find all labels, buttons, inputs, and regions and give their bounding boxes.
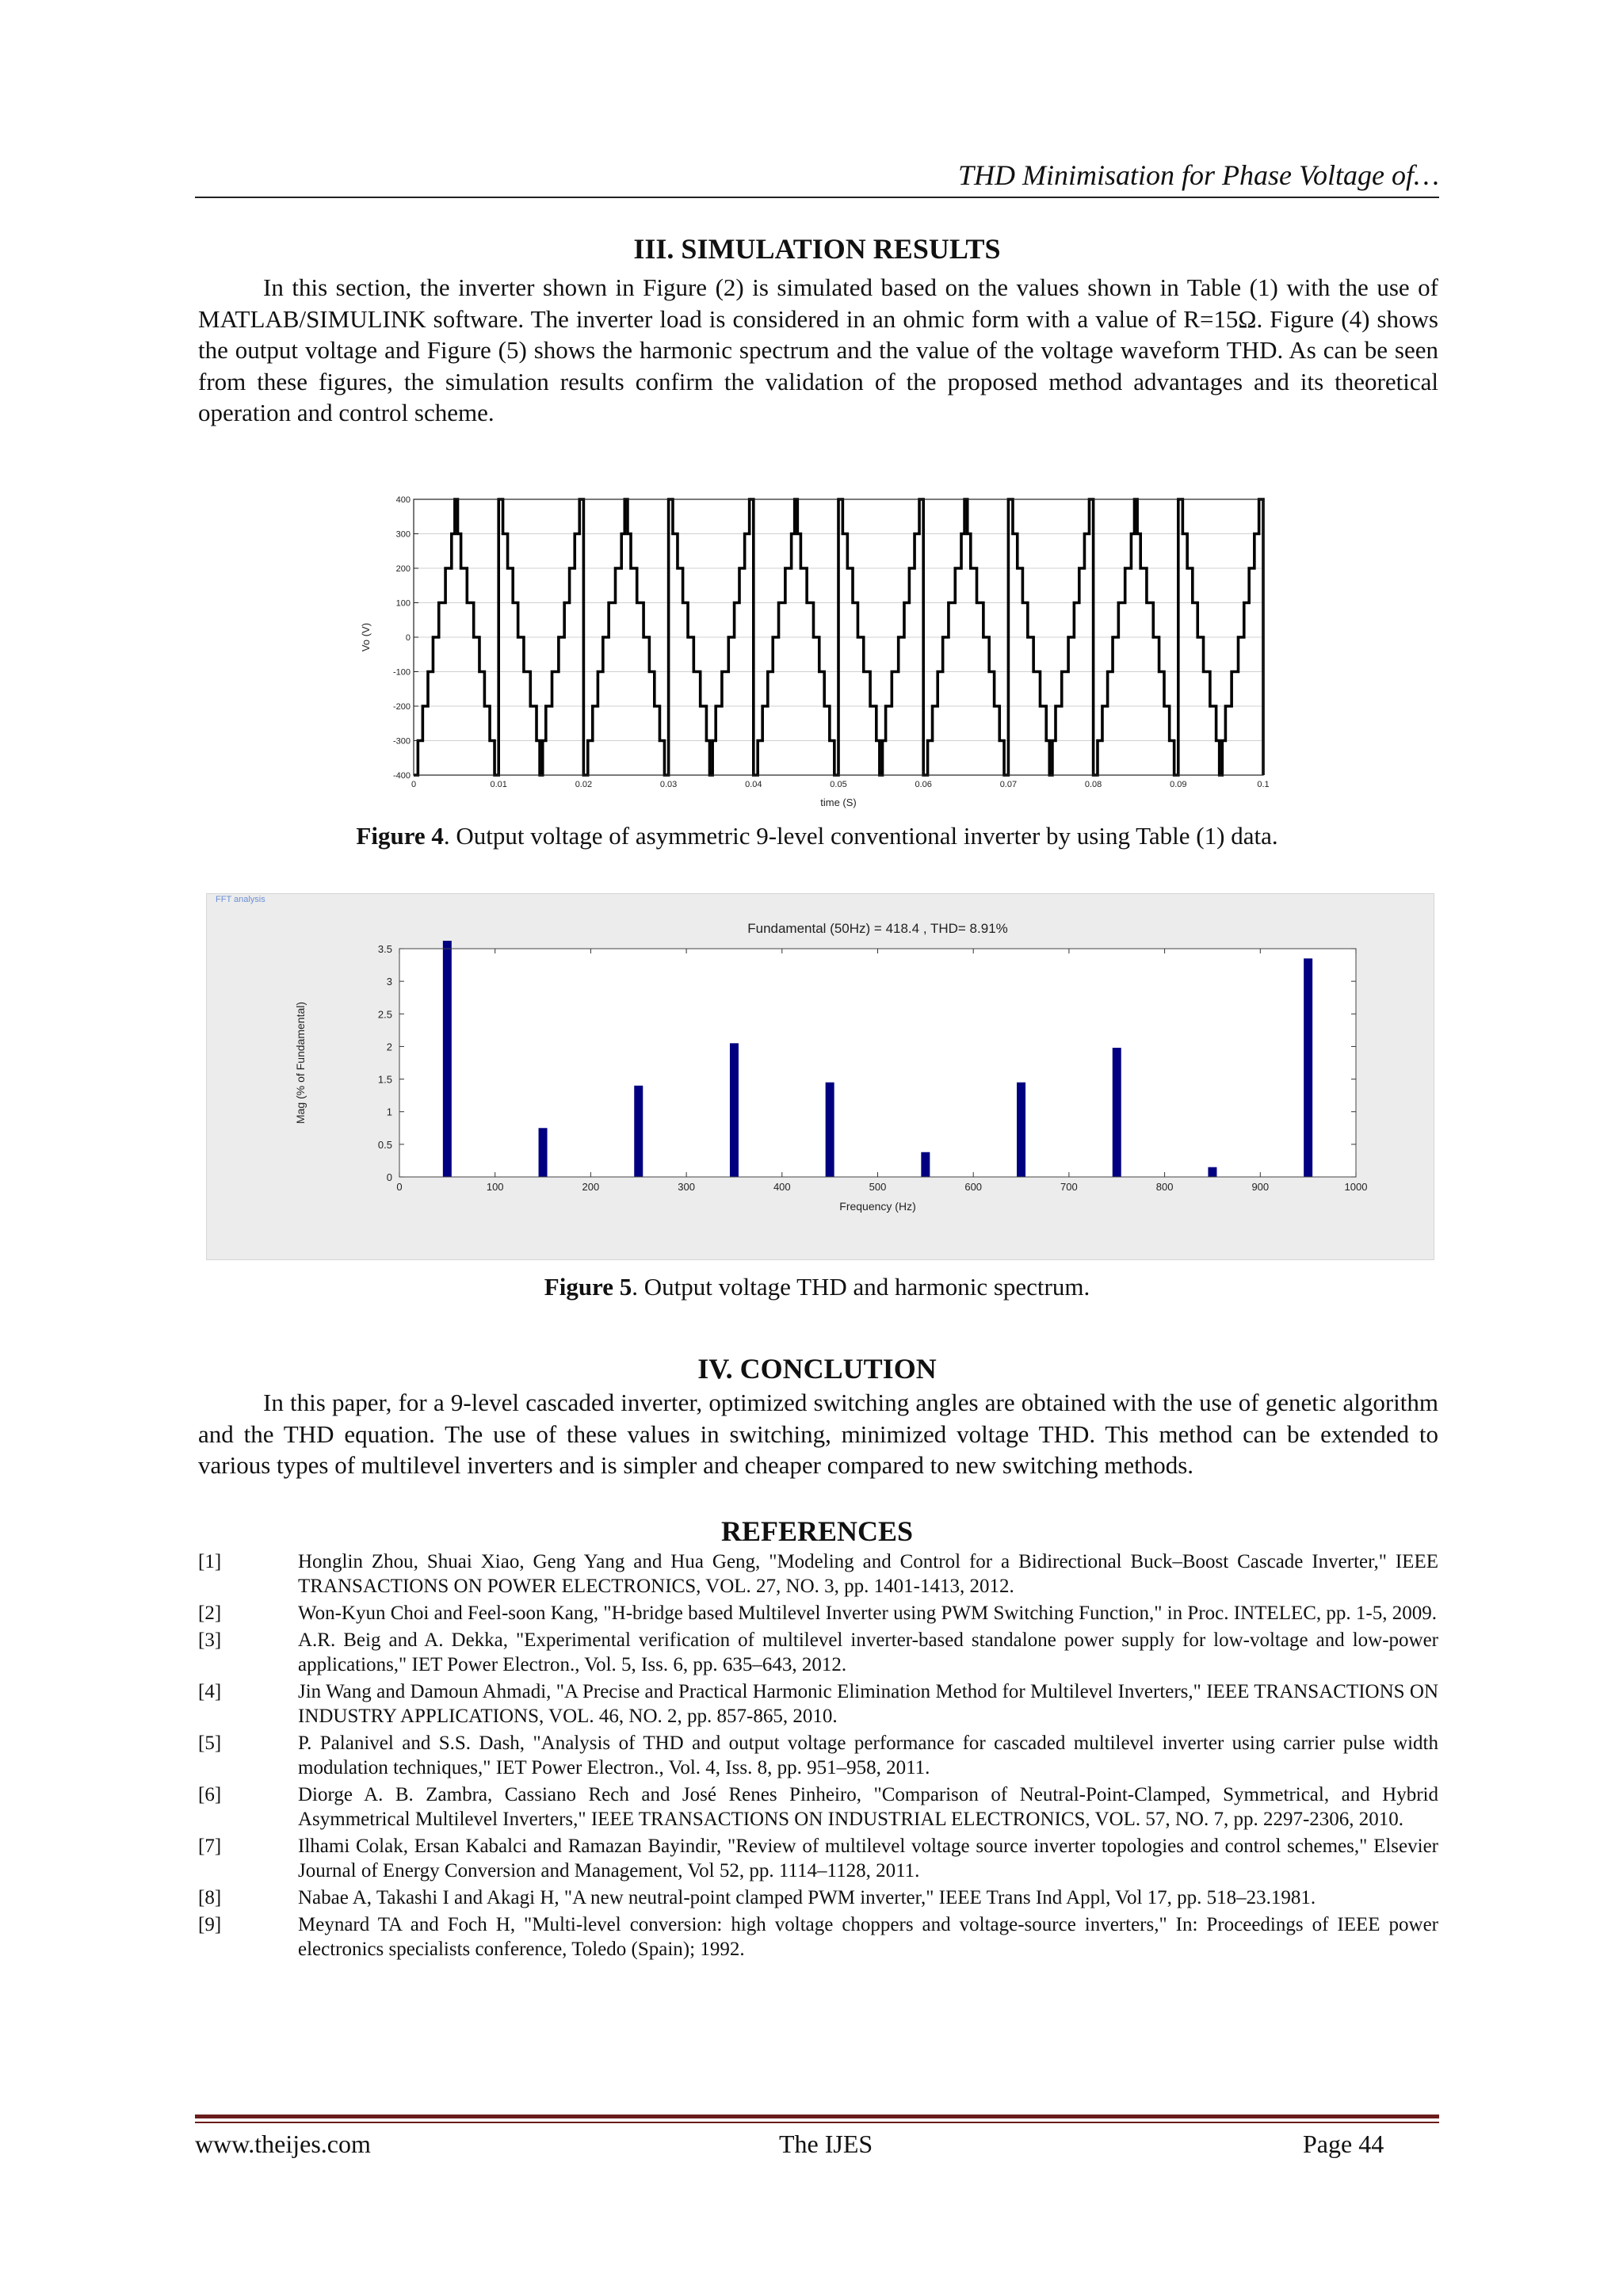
y-tick-label: 3 — [386, 976, 392, 988]
x-tick-label: 0.01 — [490, 780, 507, 789]
y-tick-label: 2.5 — [377, 1008, 392, 1021]
harmonic-bar — [1113, 1048, 1121, 1177]
harmonic-bar — [1208, 1167, 1216, 1177]
reference-number: [3] — [198, 1629, 222, 1651]
reference-text: Jin Wang and Damoun Ahmadi, "A Precise and Practical Harmonic Elimination Method for Multilevel Inverters," IEEE TRANSACTIONS ON INDUSTRY APPLICATIONS, VOL. 46, NO. 2, pp. 857-865, 2010. — [298, 1681, 1438, 1727]
x-tick-label: 200 — [582, 1181, 600, 1193]
harmonic-bar — [539, 1128, 548, 1177]
harmonic-bar — [921, 1152, 930, 1177]
x-tick-label: 0.05 — [830, 780, 847, 789]
y-tick-label: -300 — [392, 736, 411, 747]
x-tick-label: 0.03 — [659, 780, 678, 789]
x-axis-label: time (S) — [820, 797, 857, 808]
header-rule — [195, 197, 1439, 198]
x-tick-label: 0.06 — [915, 780, 932, 789]
reference-item — [198, 1679, 1438, 1729]
x-tick-label: 0.02 — [575, 780, 593, 789]
reference-number: [8] — [198, 1887, 222, 1908]
figure-5-label: Figure 5 — [544, 1273, 632, 1301]
figure-5-caption — [195, 1271, 1439, 1303]
harmonic-bar — [1304, 958, 1312, 1177]
footer-rule-thin — [195, 2122, 1439, 2123]
figure-4-label: Figure 4 — [356, 822, 444, 850]
running-head: THD Minimisation for Phase Voltage of… — [957, 159, 1439, 191]
harmonic-bar — [826, 1083, 834, 1177]
reference-item — [198, 1885, 1438, 1910]
footer-website: www.theijes.com — [195, 2130, 371, 2158]
y-tick-label: -400 — [392, 771, 411, 781]
footer-page-number: Page 44 — [1303, 2130, 1384, 2158]
reference-text: A.R. Beig and A. Dekka, "Experimental verification of multilevel inverter-based standalone power supply for low-voltage and low-power applications," IET Power Electron., Vol. 5, Iss. 6, pp. 635–643, 2012. — [298, 1629, 1438, 1675]
x-tick-label: 600 — [964, 1181, 983, 1193]
reference-text: P. Palanivel and S.S. Dash, "Analysis of THD and output voltage performance for cascaded multilevel inverter using carrier pulse width modulation techniques," IET Power Electron., Vol. 4, Iss. 8, pp. 951–958, 2011. — [298, 1733, 1438, 1778]
x-tick-label: 0.07 — [999, 780, 1018, 789]
x-tick-label: 0 — [396, 1181, 403, 1193]
reference-item — [198, 1549, 1438, 1599]
harmonic-bar — [634, 1086, 643, 1177]
y-tick-label: 300 — [395, 529, 411, 540]
reference-text: Nabae A, Takashi I and Akagi H, "A new neutral-point clamped PWM inverter," IEEE Trans Ind Appl, Vol 17, pp. 518–23.1981. — [298, 1887, 1316, 1908]
section-heading-conclusion: IV. CONCLUTION — [697, 1353, 937, 1385]
x-tick-label: 900 — [1251, 1181, 1270, 1193]
y-tick-label: 0.5 — [377, 1138, 392, 1151]
harmonic-bar — [1017, 1083, 1025, 1177]
reference-item — [198, 1731, 1438, 1780]
x-tick-label: 0.04 — [745, 780, 762, 789]
figure-4-output-voltage-chart — [333, 487, 1284, 812]
reference-text: Ilhami Colak, Ersan Kabalci and Ramazan Bayindir, "Review of multilevel voltage source inverter topologies and control schemes," Elsevier Journal of Energy Conversion and Management, Vol 52, pp. 1114–1128, 2011. — [298, 1836, 1438, 1881]
x-tick-label: 0.1 — [1257, 780, 1270, 789]
figure-5-caption-text: . Output voltage THD and harmonic spectrum. — [632, 1273, 1090, 1301]
y-tick-label: 2 — [386, 1041, 392, 1053]
y-tick-label: 3.5 — [377, 943, 392, 955]
reference-item — [198, 1912, 1438, 1962]
x-tick-label: 700 — [1060, 1181, 1078, 1193]
x-tick-label: 300 — [678, 1181, 695, 1193]
y-tick-label: 0 — [405, 633, 411, 643]
reference-number: [7] — [198, 1836, 222, 1857]
footer-rule-thick — [195, 2115, 1439, 2118]
x-tick-label: 0.09 — [1170, 780, 1187, 789]
y-tick-label: 1 — [386, 1106, 392, 1118]
reference-list — [198, 1549, 1438, 1964]
reference-item — [198, 1601, 1438, 1626]
y-tick-label: 1.5 — [377, 1073, 392, 1086]
reference-number: [5] — [198, 1733, 222, 1754]
y-tick-label: -100 — [392, 667, 411, 678]
harmonic-bar — [730, 1043, 739, 1177]
x-tick-label: 0.08 — [1084, 780, 1102, 789]
conclusion-paragraph: In this paper, for a 9-level cascaded inverter, optimized switching angles are obtained with the use of genetic algorithm and the THD equation. The use of these values in switching, minimized voltage THD. This method can be extended to various types of multilevel inverters and is simpler and cheaper compared to new switching methods. — [198, 1389, 1438, 1479]
figure-5-harmonic-spectrum-chart — [206, 893, 1434, 1260]
reference-item — [198, 1628, 1438, 1677]
reference-item — [198, 1834, 1438, 1883]
chart-title: Fundamental (50Hz) = 418.4 , THD= 8.91% — [747, 921, 1008, 936]
harmonic-bar — [443, 941, 452, 1177]
reference-text: Won-Kyun Choi and Feel-soon Kang, "H-bridge based Multilevel Inverter using PWM Switching Function," in Proc. INTELEC, pp. 1-5, 2009. — [298, 1603, 1437, 1624]
simulation-results-paragraph: In this section, the inverter shown in Figure (2) is simulated based on the values shown in Table (1) with the use of MATLAB/SIMULINK software. The inverter load is considered in an ohmic form with a value of R=15Ω. Figure (4) shows the output voltage and Figure (5) shows the harmonic spectrum and the value of the voltage waveform THD. As can be seen from these figures, the simulation results confirm the validation of the proposed method advantages and its theoretical operation and control scheme. — [198, 273, 1438, 426]
reference-number: [1] — [198, 1551, 222, 1572]
reference-text: Diorge A. B. Zambra, Cassiano Rech and José Renes Pinheiro, "Comparison of Neutral-Point-Clamped, Symmetrical, and Hybrid Asymmetrical Multilevel Inverters," IEEE TRANSACTIONS ON INDUSTRIAL ELECTRONICS, VOL. 57, NO. 7, pp. 2297-2306, 2010. — [298, 1784, 1438, 1830]
reference-number: [4] — [198, 1681, 222, 1702]
x-tick-label: 500 — [869, 1181, 887, 1193]
x-axis-label: Frequency (Hz) — [839, 1200, 916, 1213]
y-axis-label: Mag (% of Fundamental) — [294, 1001, 307, 1125]
reference-item — [198, 1782, 1438, 1832]
y-tick-label: 200 — [395, 564, 411, 574]
y-tick-label: 400 — [395, 495, 411, 505]
x-tick-label: 1000 — [1344, 1181, 1368, 1193]
reference-text: Honglin Zhou, Shuai Xiao, Geng Yang and Hua Geng, "Modeling and Control for a Bidirectional Buck–Boost Cascade Inverter," IEEE TRANSACTIONS ON POWER ELECTRONICS, VOL. 27, NO. 3, pp. 1401-1413, 2012. — [298, 1551, 1438, 1597]
y-axis-label: Vo (V) — [360, 622, 372, 652]
figure-4-caption — [195, 820, 1439, 852]
fft-window-title: FFT analysis — [216, 895, 265, 904]
x-tick-label: 100 — [486, 1181, 504, 1193]
x-tick-label: 0 — [411, 780, 417, 789]
references-heading: REFERENCES — [720, 1515, 914, 1547]
x-tick-label: 400 — [773, 1181, 791, 1193]
reference-number: [9] — [198, 1914, 222, 1935]
x-tick-label: 800 — [1155, 1181, 1174, 1193]
y-tick-label: 100 — [395, 598, 411, 609]
reference-number: [2] — [198, 1603, 222, 1624]
footer-journal: The IJES — [779, 2130, 873, 2158]
reference-text: Meynard TA and Foch H, "Multi-level conversion: high voltage choppers and voltage-source inverters," In: Proceedings of IEEE power electronics specialists conference, Toledo (Spain); 1992. — [298, 1914, 1438, 1960]
y-tick-label: 0 — [386, 1171, 392, 1183]
reference-number: [6] — [198, 1784, 222, 1805]
y-tick-label: -200 — [392, 702, 411, 712]
section-heading-simulation-results: III. SIMULATION RESULTS — [633, 233, 1001, 265]
figure-4-caption-text: . Output voltage of asymmetric 9-level conventional inverter by using Table (1) data. — [443, 822, 1278, 850]
